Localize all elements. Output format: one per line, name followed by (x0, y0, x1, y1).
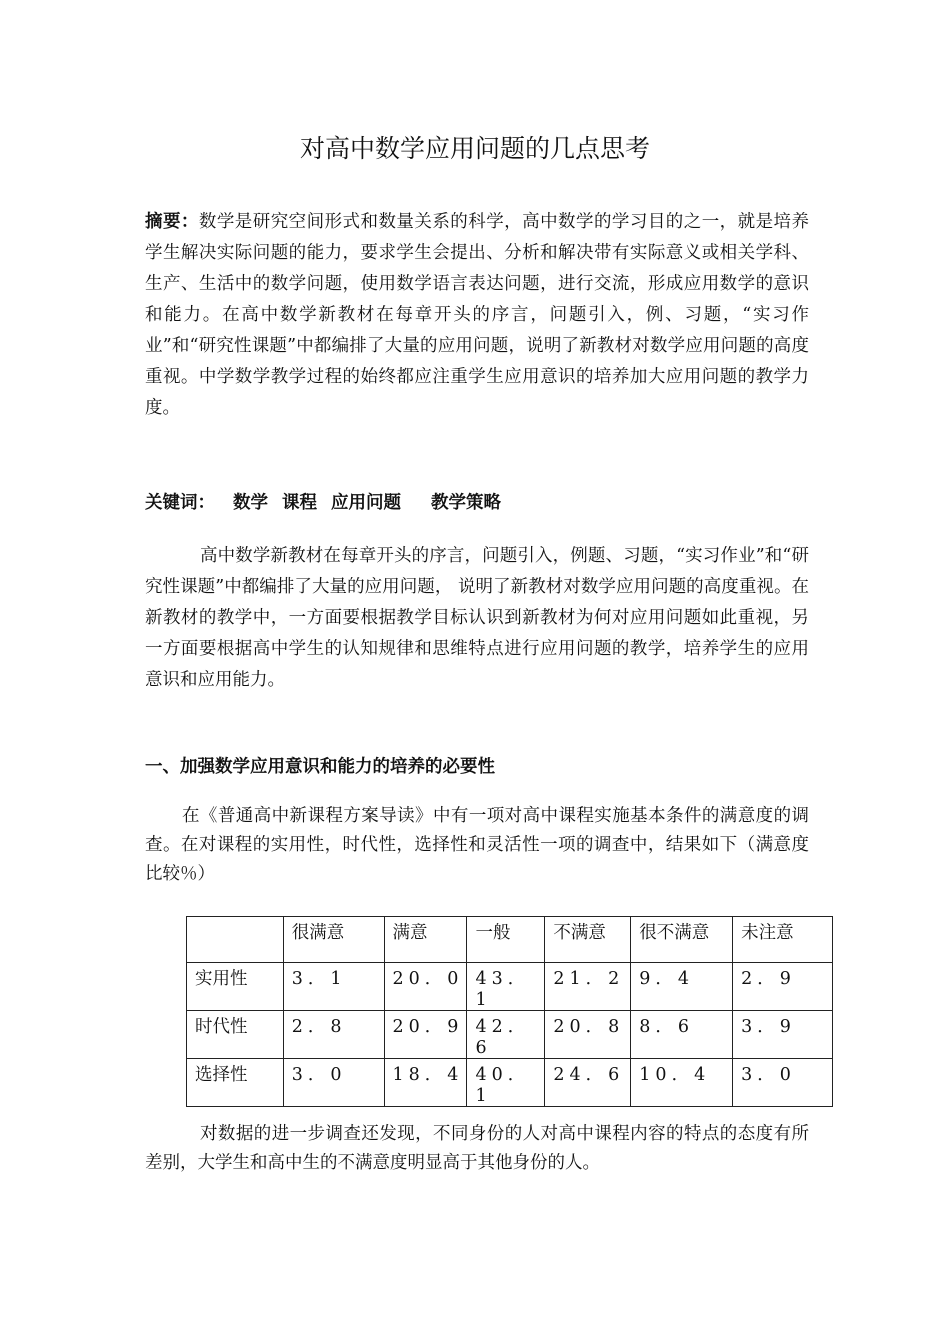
survey-table (186, 916, 833, 1107)
table-cell: 3．1 (283, 963, 384, 1011)
table-header-cell (187, 917, 284, 963)
followup-paragraph: 对数据的进一步调查还发现，不同身份的人对高中课程内容的特点的态度有所差别，大学生和高中生的不满意度明显高于其他身份的人。 (145, 1124, 809, 1173)
table-cell: 18．4 (384, 1059, 467, 1107)
table-cell: 42．6 (467, 1011, 545, 1059)
table-cell: 8．6 (631, 1011, 733, 1059)
table-header-cell: 一般 (467, 917, 545, 963)
table-header-cell: 未注意 (733, 917, 833, 963)
table-header-cell: 很满意 (283, 917, 384, 963)
table-cell: 9．4 (631, 963, 733, 1011)
intro-paragraph: 高中数学新教材在每章开头的序言，问题引入，例题、习题，“实习作业”和“研究性课题”中都编排了大量的应用问题， 说明了新教材对数学应用问题的高度重视。在新教材的教学中，一方面要根据教学目标认识到新教材为何对应用问题如此重视，另一方面要根据高中学生的认知规律和思维特点进行应用问题的教学，培养学生的应用意识和应用能力。 (145, 546, 809, 690)
keyword-item: 教学策略 (431, 493, 501, 513)
section-heading: 一、加强数学应用意识和能力的培养的必要性 (145, 757, 495, 777)
keyword-item: 应用问题 (331, 493, 401, 513)
table-cell: 3．9 (733, 1011, 833, 1059)
table-cell: 2．9 (733, 963, 833, 1011)
table-cell: 20．0 (384, 963, 467, 1011)
table-header-cell: 满意 (384, 917, 467, 963)
table-row-label: 实用性 (187, 963, 284, 1011)
table-cell: 20．8 (545, 1011, 631, 1059)
table-cell: 2．8 (283, 1011, 384, 1059)
keywords-label: 关键词： (145, 493, 215, 513)
page-title: 对高中数学应用问题的几点思考 (299, 134, 650, 163)
table-cell: 3．0 (733, 1059, 833, 1107)
survey-paragraph: 在《普通高中新课程方案导读》中有一项对高中课程实施基本条件的满意度的调查。在对课程的实用性，时代性，选择性和灵活性一项的调查中，结果如下（满意度比较％） (145, 806, 809, 884)
table-row (187, 1011, 833, 1059)
table-cell: 21．2 (545, 963, 631, 1011)
table-cell: 24．6 (545, 1059, 631, 1107)
keyword-item: 数学 (233, 493, 268, 513)
keyword-item: 课程 (282, 493, 317, 513)
table-cell: 20．9 (384, 1011, 467, 1059)
abstract-text: 数学是研究空间形式和数量关系的科学，高中数学的学习目的之一，就是培养学生解决实际问题的能力，要求学生会提出、分析和解决带有实际意义或相关学科、生产、生活中的数学问题，使用数学语言表达问题，进行交流，形成应用数学的意识和能力。在高中数学新教材在每章开头的序言，问题引入，例、习题，“实习作业”和“研究性课题”中都编排了大量的应用问题，说明了新教材对数学应用问题的高度重视。中学数学教学过程的始终都应注重学生应用意识的培养加大应用问题的教学力度。 (145, 212, 809, 418)
table-row (187, 1059, 833, 1107)
table-header-cell: 不满意 (545, 917, 631, 963)
table-cell: 40．1 (467, 1059, 545, 1107)
table-row (187, 963, 833, 1011)
table-row-label: 时代性 (187, 1011, 284, 1059)
table-header-cell: 很不满意 (631, 917, 733, 963)
table-cell: 3．0 (283, 1059, 384, 1107)
table-cell: 43．1 (467, 963, 545, 1011)
table-row-label: 选择性 (187, 1059, 284, 1107)
table-cell: 10．4 (631, 1059, 733, 1107)
abstract-paragraph (145, 207, 809, 424)
table-header-row (187, 917, 833, 963)
abstract-label: 摘要： (145, 212, 199, 232)
keywords-line (145, 488, 809, 519)
